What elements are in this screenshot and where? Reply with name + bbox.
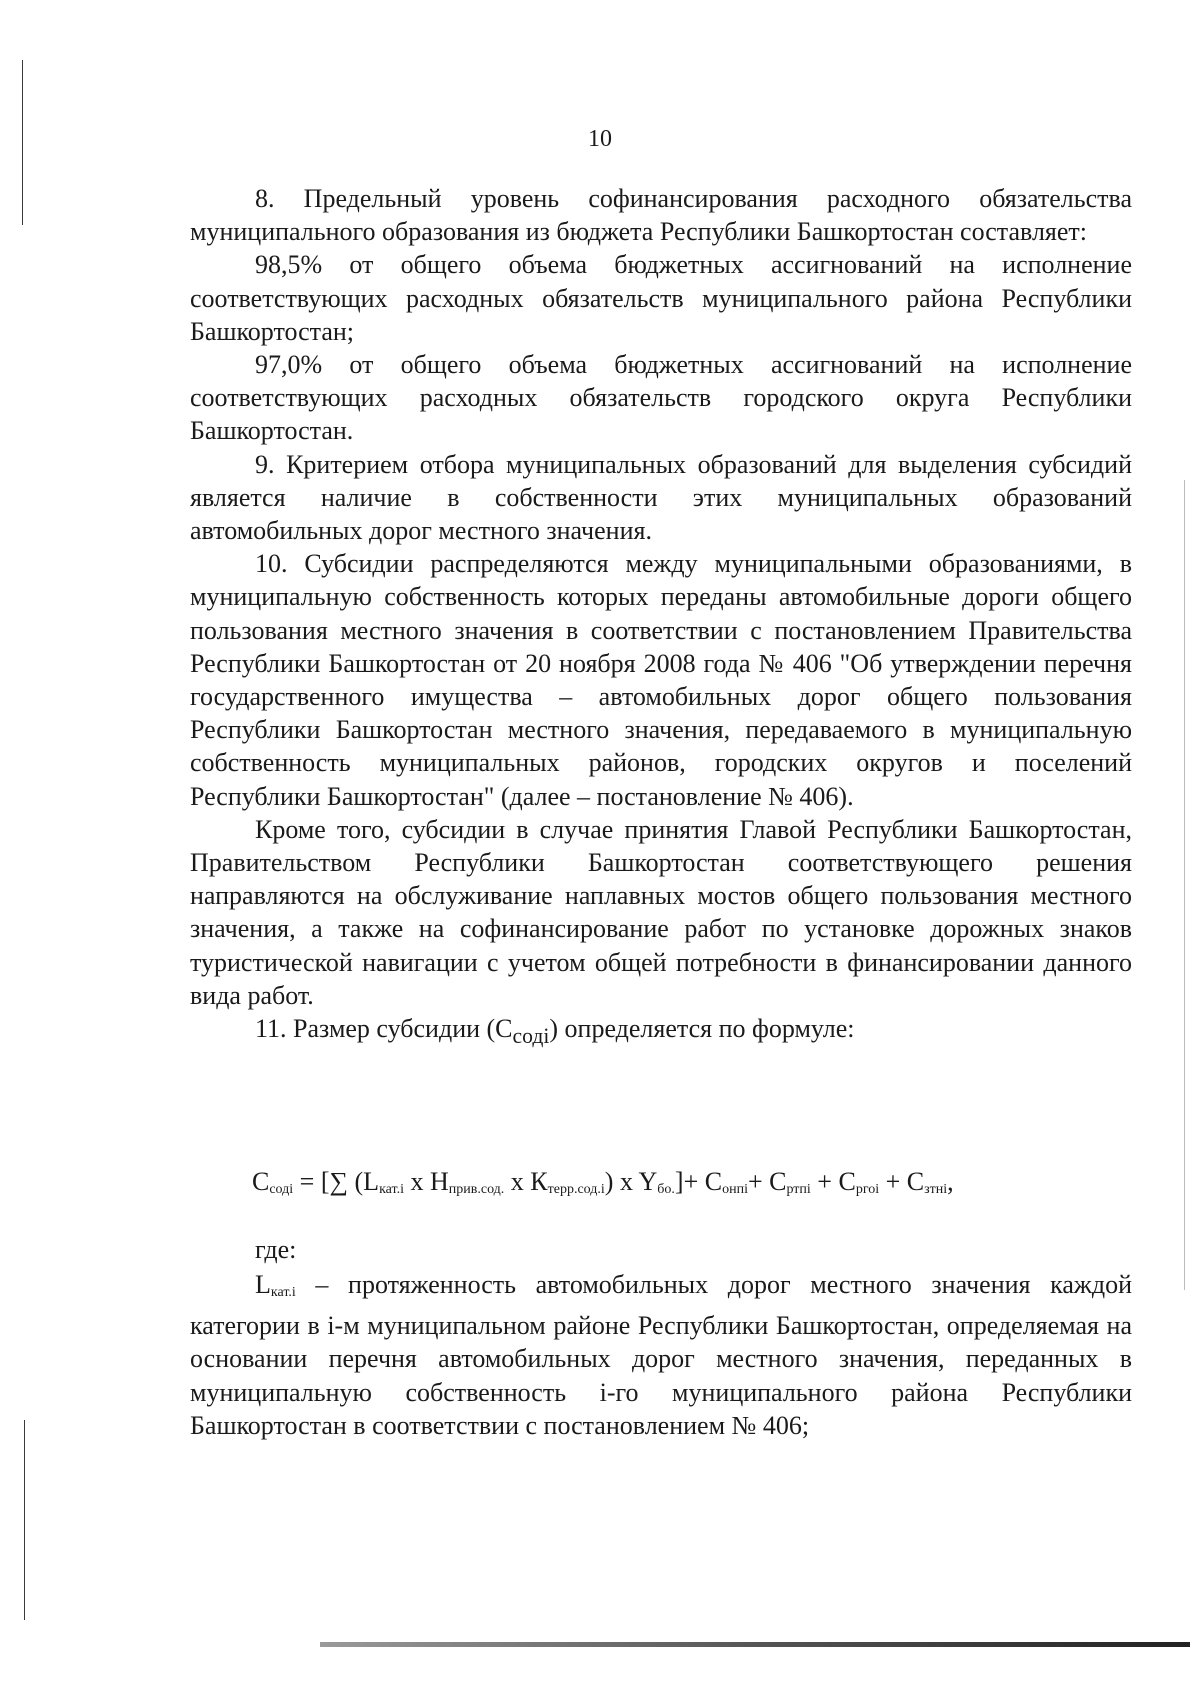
- subsidy-formula: $С_{содi}$ = [∑ ($L_{кат.i}$ x $Н_{прив.сод.}$ x $К_{терр.сод.i}$) x $Y_{бо.}]+ С_{онпi}+ С_{ртпi} + С_{ргоi} + С_{зтнi}$,: [252, 1167, 954, 1197]
- definition-block: [190, 1268, 1132, 1442]
- paragraph-rate-city: 97,0% от общего объема бюджетных ассигнований на исполнение соответствующих расходных обязательств городского округа Республики Башкортостан.: [190, 350, 1132, 446]
- paragraph-9: 9. Критерием отбора муниципальных образований для выделения субсидий является наличие в собственности этих муниципальных образований автомобильных дорог местного значения.: [190, 449, 1132, 546]
- paragraph-additional: Кроме того, субсидии в случае принятия Главой Республики Башкортостан, Правительством Республики Башкортостан соответствующего решения направляются на обслуживание наплавных мостов общего пользования местного значения, а также на софинансирование работ по установке дорожных знаков туристической навигации с учетом общей потребности в финансировании данного вида работ.: [190, 814, 1132, 1010]
- where-label: где:: [255, 1235, 297, 1264]
- paragraph-8: 8. Предельный уровень софинансирования расходного обязательства муниципального образования из бюджета Республики Башкортостан составляет:: [190, 184, 1132, 247]
- scan-margin-line-right: [1184, 480, 1185, 1290]
- document-body: [190, 182, 1132, 1053]
- paragraph-10: 10. Субсидии распределяются между муниципальными образованиями, в муниципальную собственность которых переданы автомобильные дороги общего пользования местного значения в соответствии с постановлением Правительства Республики Башкортостан от 20 ноября 2008 года № 406 "Об утверждении перечня государственного имущества – автомобильных дорог общего пользования Республики Башкортостан местного значения, передаваемого в муниципальную собственность муниципальных районов, городских округов и поселений Республики Башкортостан" (далее – постановление № 406).: [190, 549, 1132, 811]
- page-number: 10: [588, 126, 612, 152]
- scan-margin-line-bottom: [24, 1420, 25, 1620]
- paragraph-rate-district: 98,5% от общего объема бюджетных ассигнований на исполнение соответствующих расходных обязательств муниципального района Республики Башкортостан;: [190, 250, 1132, 346]
- paragraph-11: 11. Размер субсидии $(С_{содi})$ определяется по формуле:: [255, 1014, 855, 1049]
- bottom-rule: [320, 1642, 1190, 1647]
- definition-l-kat: $L_{кат.i}$ – протяженность автомобильных дорог местного значения каждой категории в i-м муниципальном районе Республики Башкортостан, определяемая на основании перечня автомобильных дорог местного значения, переданных в муниципальную собственность i-го муниципального района Республики Башкортостан в соответствии с постановлением № 406;: [190, 1270, 1132, 1440]
